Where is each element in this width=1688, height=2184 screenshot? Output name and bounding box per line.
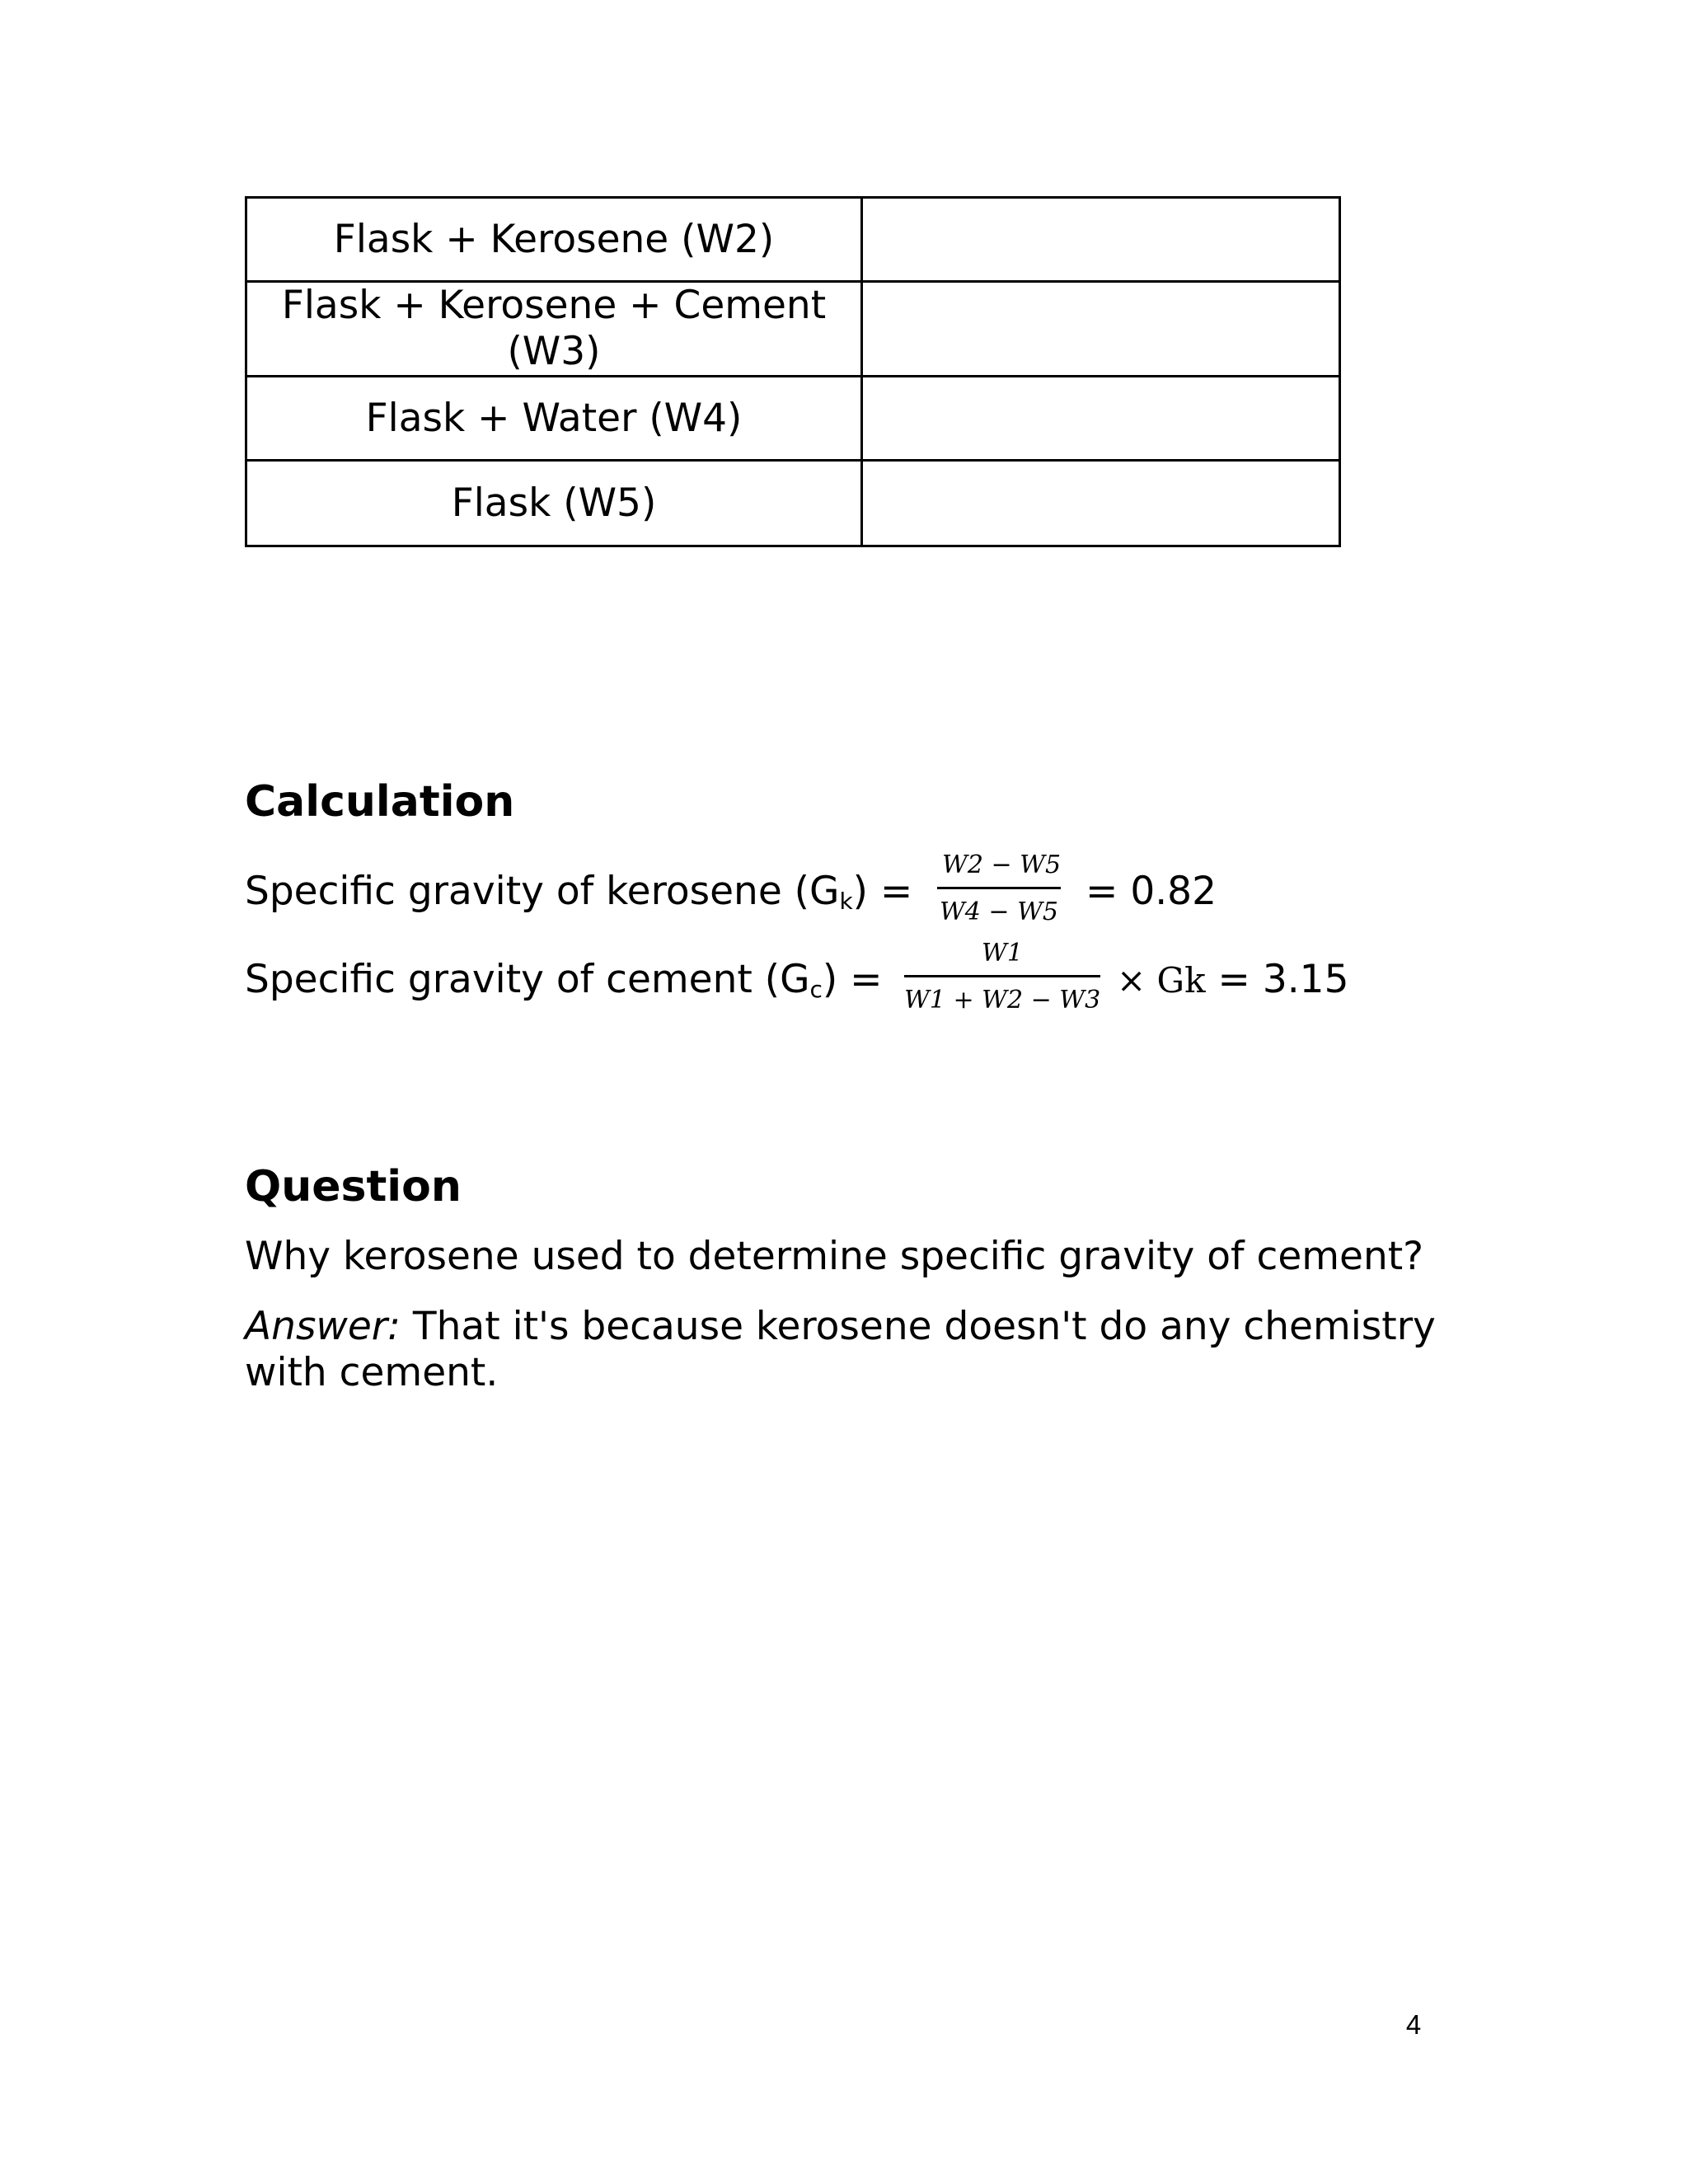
kerosene-lhs-suffix: ) =	[852, 869, 913, 914]
cement-multiplier: × Gk	[1117, 960, 1206, 1001]
cement-denominator: W1 + W2 − W3	[904, 986, 1101, 1015]
kerosene-formula-lhs	[245, 867, 912, 926]
kerosene-denominator: W4 − W5	[939, 898, 1059, 926]
kerosene-subscript: k	[839, 888, 853, 915]
kerosene-numerator: W2 − W5	[937, 849, 1061, 889]
answer-label: Answer:	[245, 1304, 401, 1349]
table-cell-value	[862, 198, 1340, 282]
kerosene-result: = 0.82	[1085, 869, 1217, 914]
cement-rhs	[1117, 955, 1348, 1005]
table-cell-label: Flask + Kerosene + Cement (W3)	[246, 282, 862, 377]
table-cell-value	[862, 282, 1340, 377]
table-cell-label: Flask + Water (W4)	[246, 377, 862, 461]
cement-lhs-suffix: ) =	[822, 957, 883, 1002]
kerosene-fraction	[937, 849, 1061, 929]
cement-fraction	[904, 937, 1100, 1017]
table-cell-value	[862, 377, 1340, 461]
cement-numerator: W1	[904, 937, 1100, 977]
kerosene-lhs-prefix: Specific gravity of kerosene (G	[245, 869, 840, 914]
table-cell-value	[862, 461, 1340, 546]
table-row	[246, 282, 1340, 377]
table-cell-label: Flask + Kerosene (W2)	[246, 198, 862, 282]
cement-subscript: c	[809, 976, 823, 1003]
answer-text: That it's because kerosene doesn't do any chemistry with cement.	[245, 1304, 1436, 1395]
table-row	[246, 461, 1340, 546]
weights-table	[245, 196, 1341, 547]
table-cell-label: Flask (W5)	[246, 461, 862, 546]
table-row	[246, 198, 1340, 282]
page-number: 4	[1405, 2009, 1422, 2040]
question-heading: Question	[245, 1162, 462, 1212]
calculation-heading: Calculation	[245, 777, 515, 827]
cement-lhs-prefix: Specific gravity of cement (G	[245, 957, 810, 1002]
cement-formula-lhs	[245, 955, 883, 1015]
table-row	[246, 377, 1340, 461]
cement-result: = 3.15	[1217, 957, 1349, 1002]
answer-paragraph	[245, 1304, 1448, 1396]
question-text: Why kerosene used to determine specific gravity of cement?	[245, 1234, 1424, 1279]
